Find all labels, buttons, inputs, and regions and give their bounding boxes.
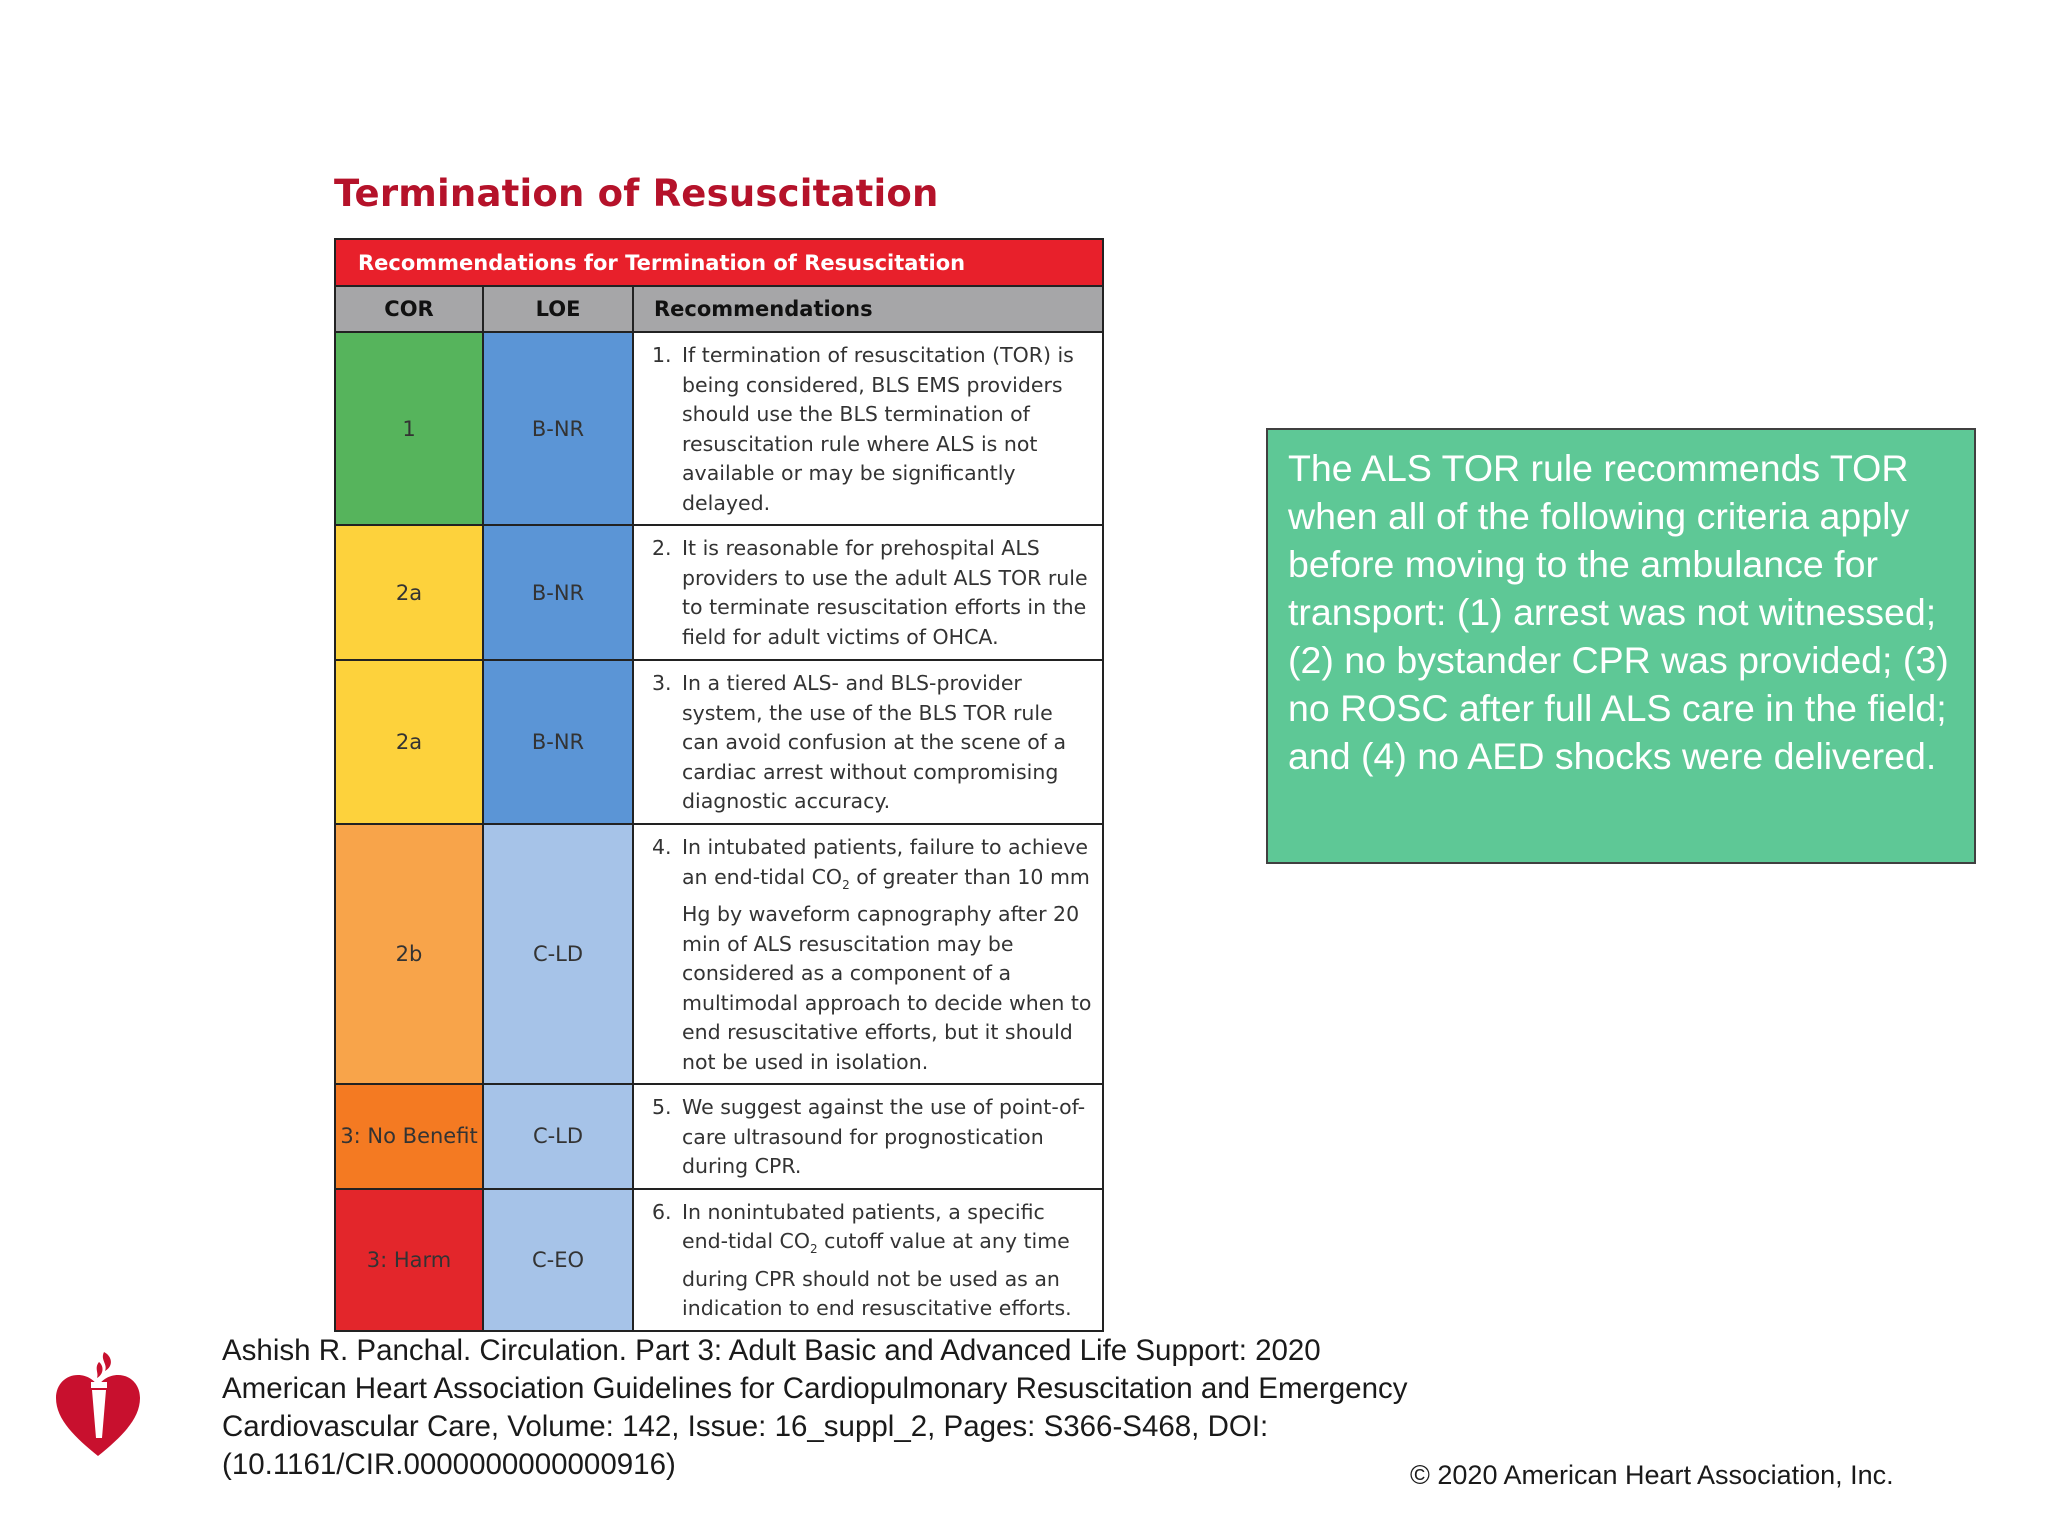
recommendation-text [682,833,1096,1077]
recommendation-number: 6. [652,1199,672,1224]
recommendation-text [682,1198,1096,1324]
recommendation-cell [633,824,1103,1084]
recommendation-cell [633,660,1103,824]
table-row [335,525,1103,660]
tor-criteria-callout: The ALS TOR rule recommends TOR when all of the following criteria apply before moving to the ambulance for transport: (1) arrest was not witnessed; (2) no bystander CPR was provided; (3) no ROSC after full ALS care in the field; and (4) no AED shocks were delivered. [1266,428,1976,864]
recommendation-cell [633,332,1103,525]
table-banner: Recommendations for Termination of Resuscitation [335,239,1103,286]
cor-cell: 2b [335,824,483,1084]
loe-cell: C-EO [483,1189,633,1331]
recommendation-cell [633,1189,1103,1331]
recommendation-number: 5. [652,1095,672,1119]
recommendation-text: It is reasonable for prehospital ALS providers to use the adult ALS TOR rule to terminate resuscitation efforts in the field for adult victims of OHCA. [682,536,1088,649]
recommendation-text: In a tiered ALS- and BLS-provider system, the use of the BLS TOR rule can avoid confusion at the scene of a cardiac arrest without compromising diagnostic accuracy. [682,671,1067,813]
copyright-text: © 2020 American Heart Association, Inc. [1410,1460,1894,1490]
recommendation-text-part: of greater than 10 mm Hg by waveform capnography after 20 min of ALS resuscitation may be considered as a component of a multimodal approach to decide when to end resuscitative efforts, but it should not be used in isolation. [682,864,1092,1074]
cor-cell: 2a [335,525,483,660]
recommendation-number: 2. [652,536,672,560]
loe-cell: B-NR [483,660,633,824]
table-row [335,332,1103,525]
recommendation-number: 1. [652,343,672,367]
cor-cell: 3: Harm [335,1189,483,1331]
table-header-row [335,286,1103,332]
table-row [335,1084,1103,1189]
table-row [335,824,1103,1084]
header-cor: COR [335,286,483,332]
recommendation-text-part: cutoff value at any time during CPR should not be used as an indication to end resuscitative efforts. [682,1229,1072,1320]
recommendation-text: We suggest against the use of point-of-care ultrasound for prognostication during CPR. [682,1095,1086,1178]
loe-cell: B-NR [483,332,633,525]
recommendation-text: If termination of resuscitation (TOR) is being considered, BLS EMS providers should use the BLS termination of resuscitation rule where ALS is not available or may be significantly delayed. [682,343,1074,515]
loe-cell: C-LD [483,1084,633,1189]
cor-cell: 3: No Benefit [335,1084,483,1189]
recommendation-number: 3. [652,671,672,695]
citation-text: Ashish R. Panchal. Circulation. Part 3: Adult Basic and Advanced Life Support: 2020 American Heart Association Guidelines for Cardiopulmonary Resuscitation and Emergency Cardiovascular Care, Volume: 142, Issue: 16_suppl_2, Pages: S366-S468, DOI: (10.1161/CIR.0000000000000916) [222,1334,1408,1481]
header-recommendations: Recommendations [633,286,1103,332]
recommendation-text-part: In nonintubated patients, a specific end-tidal CO [682,1199,1045,1253]
loe-cell: B-NR [483,525,633,660]
recommendations-table [334,238,1104,1332]
header-loe: LOE [483,286,633,332]
loe-cell: C-LD [483,824,633,1084]
recommendation-cell [633,525,1103,660]
figure-title: Termination of Resuscitation [334,172,939,215]
recommendation-number: 4. [652,835,672,859]
cor-cell: 1 [335,332,483,525]
subscript: 2 [810,1242,818,1256]
cor-cell: 2a [335,660,483,824]
subscript: 2 [842,877,850,892]
recommendation-cell [633,1084,1103,1189]
heart-torch-logo-icon [52,1348,144,1460]
table-row [335,1189,1103,1331]
recommendation-text-part: In intubated patients, failure to achieve an end-tidal CO [682,835,1088,889]
table-row [335,660,1103,824]
